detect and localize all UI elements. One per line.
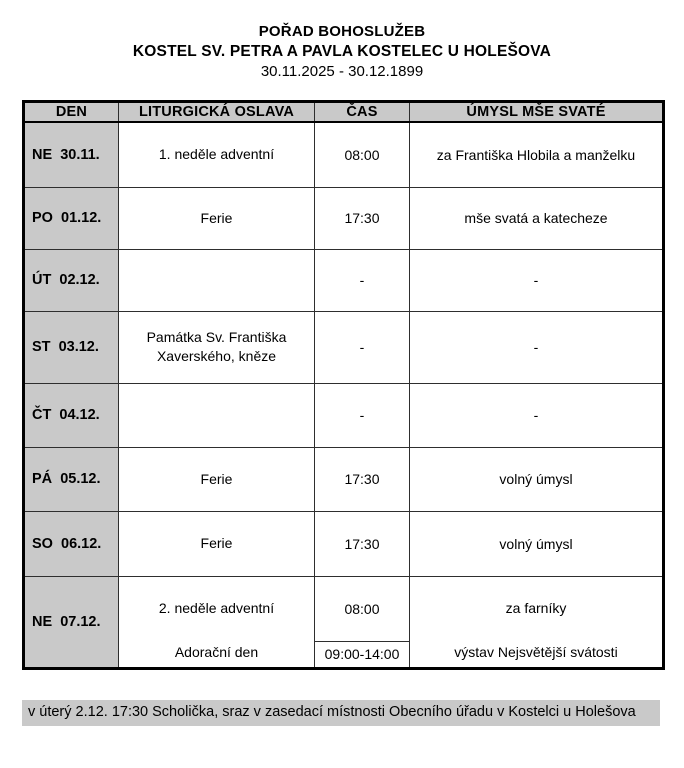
table-header bbox=[24, 102, 664, 123]
cell-intention-main: za farníky bbox=[505, 600, 567, 616]
header-row bbox=[24, 102, 664, 123]
cell-day: NE 07.12. bbox=[24, 576, 119, 668]
cell-intention: za Františka Hlobila a manželku bbox=[410, 122, 664, 187]
cell-liturgy-main: 2. neděle adventní bbox=[158, 600, 275, 616]
cell-time: - bbox=[315, 311, 410, 383]
cell-time: 17:30 bbox=[315, 511, 410, 576]
cell-intention: - bbox=[410, 311, 664, 383]
header-cell-intention: ÚMYSL MŠE SVATÉ bbox=[410, 102, 664, 123]
table-row bbox=[24, 311, 664, 383]
footer-note: v úterý 2.12. 17:30 Scholička, sraz v zasedací místnosti Obecního úřadu v Kostelci u Holešova bbox=[22, 700, 660, 726]
cell-day: ÚT 02.12. bbox=[24, 249, 119, 311]
cell-liturgy: 1. neděle adventní bbox=[119, 122, 315, 187]
cell-time: 17:30 bbox=[315, 447, 410, 511]
title-block bbox=[0, 22, 684, 82]
table-row bbox=[24, 576, 664, 668]
table-row bbox=[24, 249, 664, 311]
schedule-table bbox=[22, 100, 665, 670]
cell-time: 17:30 bbox=[315, 187, 410, 249]
cell-liturgy: Ferie bbox=[119, 511, 315, 576]
cell-intention-extra: výstav Nejsvětější svátosti bbox=[454, 644, 618, 660]
cell-day: ČT 04.12. bbox=[24, 383, 119, 447]
cell-intention: volný úmysl bbox=[410, 447, 664, 511]
cell-time-extra: 09:00-14:00 bbox=[315, 641, 409, 667]
cell-intention: volný úmysl bbox=[410, 511, 664, 576]
cell-day: NE 30.11. bbox=[24, 122, 119, 187]
header-cell-den: DEN bbox=[24, 102, 119, 123]
cell-liturgy bbox=[119, 383, 315, 447]
cell-liturgy: Památka Sv. Františka Xaverského, kněze bbox=[119, 311, 315, 383]
cell-day: SO 06.12. bbox=[24, 511, 119, 576]
header-cell-time: ČAS bbox=[315, 102, 410, 123]
cell-intention: - bbox=[410, 249, 664, 311]
table-row bbox=[24, 122, 664, 187]
cell-time: - bbox=[315, 383, 410, 447]
cell-intention: mše svatá a katecheze bbox=[410, 187, 664, 249]
date-range: 30.11.2025 - 30.12.1899 bbox=[260, 63, 424, 80]
cell-time: 08:00 bbox=[315, 122, 410, 187]
cell-time bbox=[315, 576, 410, 668]
cell-time: - bbox=[315, 249, 410, 311]
cell-liturgy: Ferie bbox=[119, 447, 315, 511]
table-row bbox=[24, 187, 664, 249]
cell-liturgy: Ferie bbox=[119, 187, 315, 249]
table-row bbox=[24, 383, 664, 447]
church-name: KOSTEL SV. PETRA A PAVLA KOSTELEC U HOLEŠOVA bbox=[132, 43, 552, 60]
cell-liturgy bbox=[119, 249, 315, 311]
cell-day: ST 03.12. bbox=[24, 311, 119, 383]
cell-time-main: 08:00 bbox=[344, 600, 380, 617]
cell-liturgy bbox=[119, 576, 315, 668]
cell-liturgy-extra: Adorační den bbox=[174, 644, 259, 660]
page-title: POŘAD BOHOSLUŽEB bbox=[258, 23, 426, 40]
cell-day: PÁ 05.12. bbox=[24, 447, 119, 511]
header-cell-liturgy: LITURGICKÁ OSLAVA bbox=[119, 102, 315, 123]
table-row bbox=[24, 511, 664, 576]
table-row bbox=[24, 447, 664, 511]
cell-intention: - bbox=[410, 383, 664, 447]
cell-day: PO 01.12. bbox=[24, 187, 119, 249]
cell-intention bbox=[410, 576, 664, 668]
